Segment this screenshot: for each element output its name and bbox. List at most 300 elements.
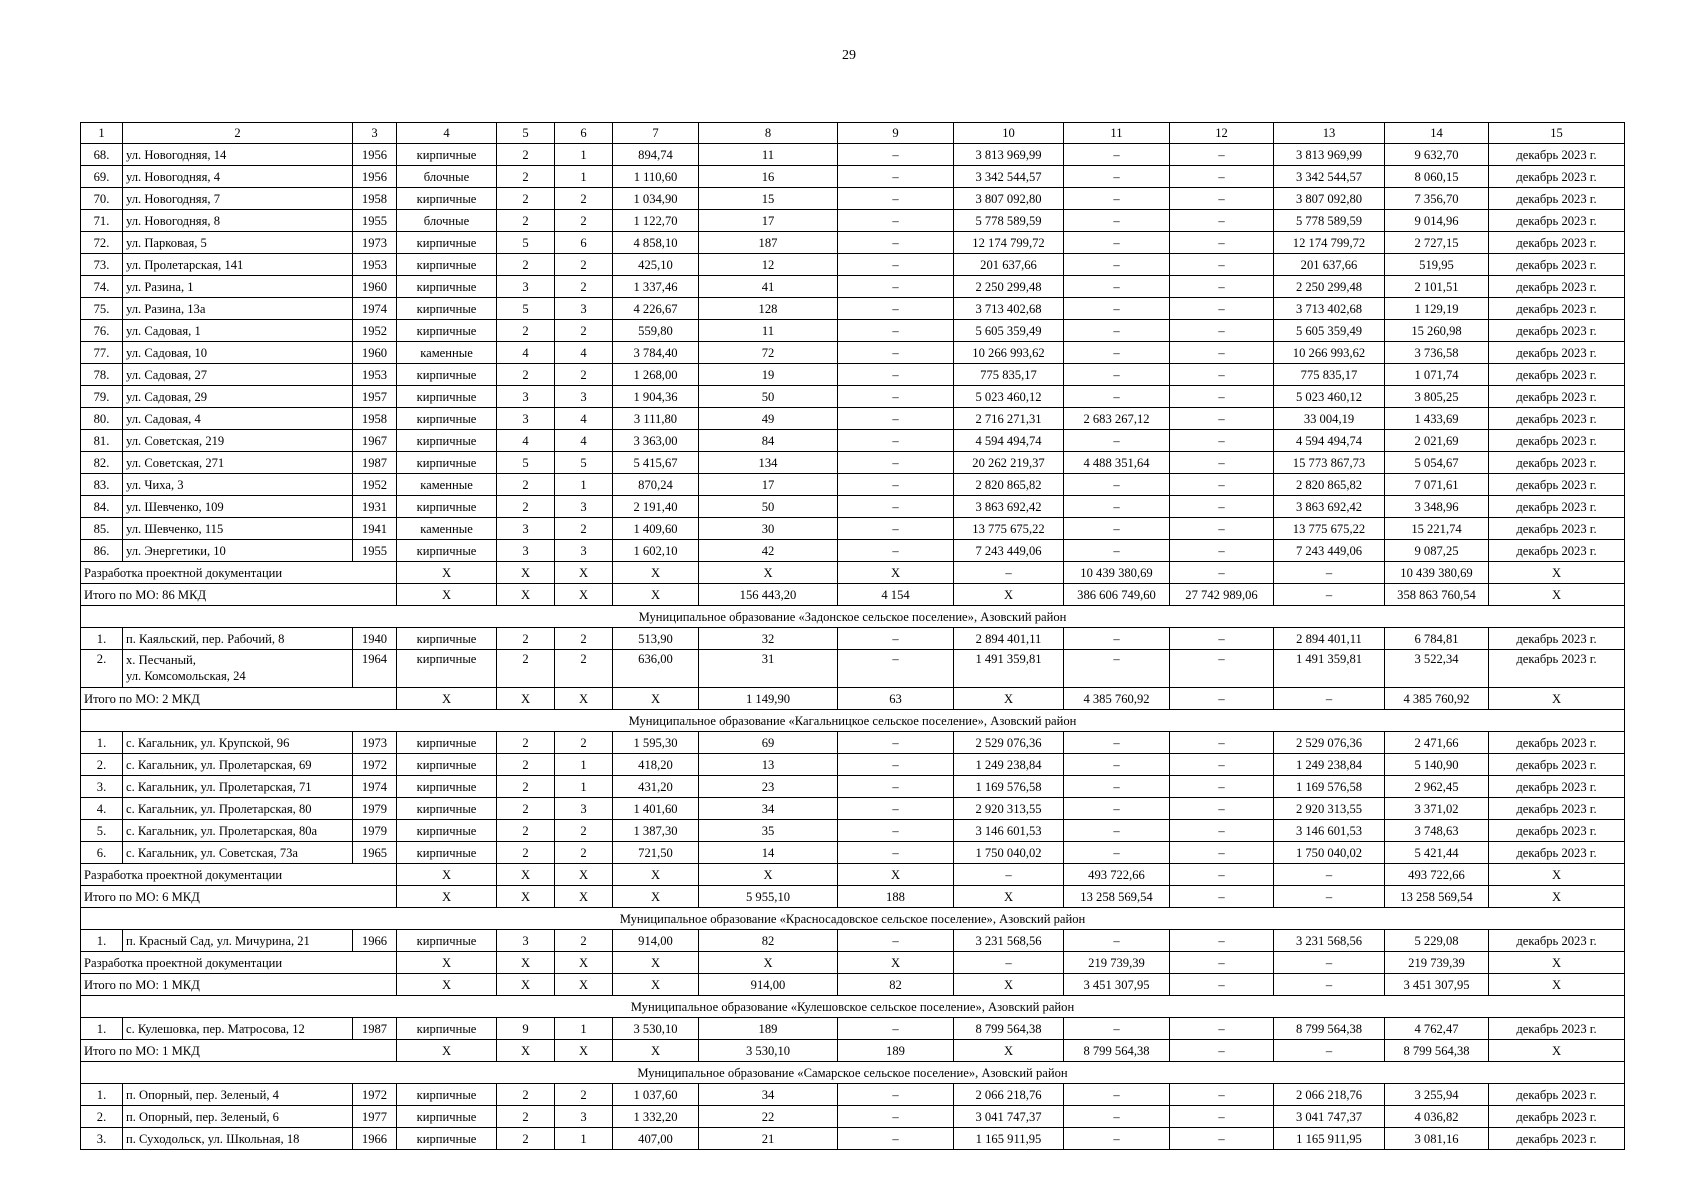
total-cell: 219 739,39 xyxy=(1385,952,1489,974)
total-cell: 63 xyxy=(838,688,954,710)
table-cell: 14 xyxy=(699,842,838,864)
table-cell: 7 243 449,06 xyxy=(954,540,1064,562)
table-cell: – xyxy=(1170,1128,1274,1150)
address-cell: ул. Садовая, 10 xyxy=(123,342,353,364)
total-cell: X xyxy=(397,562,497,584)
table-cell: 77. xyxy=(81,342,123,364)
total-cell: X xyxy=(497,688,555,710)
total-cell: 3 530,10 xyxy=(699,1040,838,1062)
address-cell: х. Песчаный, ул. Комсомольская, 24 xyxy=(123,650,353,688)
table-cell: 134 xyxy=(699,452,838,474)
column-number-cell: 7 xyxy=(613,123,699,144)
table-cell: 5 023 460,12 xyxy=(954,386,1064,408)
table-cell: 3 342 544,57 xyxy=(954,166,1064,188)
table-cell: 1. xyxy=(81,1084,123,1106)
table-cell: 2 820 865,82 xyxy=(1274,474,1385,496)
table-cell: декабрь 2023 г. xyxy=(1489,166,1625,188)
table-cell: 3 863 692,42 xyxy=(954,496,1064,518)
table-cell: – xyxy=(838,342,954,364)
total-cell: – xyxy=(954,952,1064,974)
table-cell: 1 602,10 xyxy=(613,540,699,562)
table-row xyxy=(81,496,1625,518)
table-cell: 75. xyxy=(81,298,123,320)
total-cell: 8 799 564,38 xyxy=(1385,1040,1489,1062)
table-cell: 1 110,60 xyxy=(613,166,699,188)
total-cell: X xyxy=(954,1040,1064,1062)
table-cell: 5 778 589,59 xyxy=(954,210,1064,232)
table-cell: 17 xyxy=(699,210,838,232)
table-cell: декабрь 2023 г. xyxy=(1489,496,1625,518)
table-cell: 2 xyxy=(497,210,555,232)
table-cell: 1. xyxy=(81,732,123,754)
table-cell: 1 169 576,58 xyxy=(1274,776,1385,798)
table-cell: 2 xyxy=(555,518,613,540)
total-cell: X xyxy=(838,562,954,584)
table-cell: 1 xyxy=(555,1128,613,1150)
table-cell: 2 021,69 xyxy=(1385,430,1489,452)
table-cell: – xyxy=(1170,320,1274,342)
table-cell: декабрь 2023 г. xyxy=(1489,408,1625,430)
table-cell: 519,95 xyxy=(1385,254,1489,276)
table-cell: декабрь 2023 г. xyxy=(1489,1018,1625,1040)
table-cell: – xyxy=(1064,820,1170,842)
table-cell: – xyxy=(1064,776,1170,798)
column-number-cell: 3 xyxy=(353,123,397,144)
table-cell: 3 784,40 xyxy=(613,342,699,364)
total-cell: X xyxy=(613,562,699,584)
table-cell: 3. xyxy=(81,1128,123,1150)
address-cell: ул. Шевченко, 109 xyxy=(123,496,353,518)
table-cell: 5 054,67 xyxy=(1385,452,1489,474)
total-cell: X xyxy=(397,974,497,996)
table-cell: 2 xyxy=(497,166,555,188)
table-cell: кирпичные xyxy=(397,144,497,166)
table-cell: кирпичные xyxy=(397,732,497,754)
table-cell: – xyxy=(1064,298,1170,320)
total-label: Разработка проектной документации xyxy=(81,952,397,974)
municipality-name: Муниципальное образование «Кагальницкое сельское поселение», Азовский район xyxy=(81,710,1625,732)
table-cell: – xyxy=(1064,188,1170,210)
table-cell: – xyxy=(838,276,954,298)
total-cell: X xyxy=(1489,1040,1625,1062)
table-cell: 1972 xyxy=(353,1084,397,1106)
table-cell: 1 401,60 xyxy=(613,798,699,820)
table-cell: 1952 xyxy=(353,320,397,342)
table-cell: 2 727,15 xyxy=(1385,232,1489,254)
table-cell: – xyxy=(838,474,954,496)
table-row xyxy=(81,452,1625,474)
table-cell: 32 xyxy=(699,628,838,650)
table-cell: 12 174 799,72 xyxy=(954,232,1064,254)
table-cell: – xyxy=(838,628,954,650)
table-cell: блочные xyxy=(397,166,497,188)
table-cell: декабрь 2023 г. xyxy=(1489,364,1625,386)
table-row xyxy=(81,276,1625,298)
table-cell: 775 835,17 xyxy=(954,364,1064,386)
table-cell: кирпичные xyxy=(397,1018,497,1040)
table-cell: 1966 xyxy=(353,1128,397,1150)
table-cell: – xyxy=(838,798,954,820)
table-cell: – xyxy=(1170,518,1274,540)
table-cell: – xyxy=(1170,776,1274,798)
municipality-name: Муниципальное образование «Самарское сельское поселение», Азовский район xyxy=(81,1062,1625,1084)
table-cell: 3 348,96 xyxy=(1385,496,1489,518)
table-cell: 2 xyxy=(555,320,613,342)
total-cell: – xyxy=(1274,1040,1385,1062)
table-cell: 2 xyxy=(497,842,555,864)
table-cell: 1979 xyxy=(353,798,397,820)
column-number-cell: 10 xyxy=(954,123,1064,144)
table-cell: 2 683 267,12 xyxy=(1064,408,1170,430)
table-cell: 71. xyxy=(81,210,123,232)
total-cell: – xyxy=(1274,688,1385,710)
address-cell: ул. Садовая, 27 xyxy=(123,364,353,386)
column-number-cell: 9 xyxy=(838,123,954,144)
table-cell: декабрь 2023 г. xyxy=(1489,474,1625,496)
housing-repair-table xyxy=(80,122,1625,1150)
address-cell: с. Кагальник, ул. Советская, 73а xyxy=(123,842,353,864)
address-cell: с. Кагальник, ул. Пролетарская, 69 xyxy=(123,754,353,776)
column-number-cell: 14 xyxy=(1385,123,1489,144)
total-cell: X xyxy=(555,688,613,710)
total-label: Итого по МО: 2 МКД xyxy=(81,688,397,710)
table-cell: 68. xyxy=(81,144,123,166)
table-cell: 80. xyxy=(81,408,123,430)
table-cell: 3 231 568,56 xyxy=(1274,930,1385,952)
table-cell: 1958 xyxy=(353,188,397,210)
total-cell: X xyxy=(954,584,1064,606)
table-cell: 2 xyxy=(555,820,613,842)
table-cell: 2 962,45 xyxy=(1385,776,1489,798)
total-cell: 13 258 569,54 xyxy=(1064,886,1170,908)
table-cell: – xyxy=(1064,1084,1170,1106)
table-cell: 1974 xyxy=(353,776,397,798)
table-row xyxy=(81,144,1625,166)
table-cell: декабрь 2023 г. xyxy=(1489,842,1625,864)
table-cell: 16 xyxy=(699,166,838,188)
table-cell: 1987 xyxy=(353,1018,397,1040)
municipality-section-header xyxy=(81,908,1625,930)
table-cell: кирпичные xyxy=(397,496,497,518)
total-cell: X xyxy=(613,952,699,974)
table-cell: – xyxy=(1170,820,1274,842)
table-cell: 2 066 218,76 xyxy=(1274,1084,1385,1106)
table-cell: каменные xyxy=(397,518,497,540)
total-cell: – xyxy=(1274,952,1385,974)
total-cell: X xyxy=(613,584,699,606)
table-cell: 3 xyxy=(555,496,613,518)
table-cell: 3 813 969,99 xyxy=(1274,144,1385,166)
table-row xyxy=(81,518,1625,540)
total-cell: X xyxy=(699,952,838,974)
table-cell: 23 xyxy=(699,776,838,798)
table-row xyxy=(81,386,1625,408)
table-cell: 12 174 799,72 xyxy=(1274,232,1385,254)
address-cell: с. Кагальник, ул. Пролетарская, 71 xyxy=(123,776,353,798)
table-cell: 1 xyxy=(555,144,613,166)
table-row xyxy=(81,166,1625,188)
table-cell: – xyxy=(1064,474,1170,496)
table-cell: – xyxy=(838,930,954,952)
table-cell: 72 xyxy=(699,342,838,364)
table-cell: декабрь 2023 г. xyxy=(1489,628,1625,650)
table-cell: кирпичные xyxy=(397,364,497,386)
table-cell: 5 778 589,59 xyxy=(1274,210,1385,232)
table-cell: 8 060,15 xyxy=(1385,166,1489,188)
table-cell: – xyxy=(1170,798,1274,820)
table-cell: 2 xyxy=(497,364,555,386)
table-cell: 3 530,10 xyxy=(613,1018,699,1040)
table-cell: 1 xyxy=(555,776,613,798)
table-cell: – xyxy=(1170,298,1274,320)
table-cell: 11 xyxy=(699,144,838,166)
table-cell: кирпичные xyxy=(397,776,497,798)
table-cell: 21 xyxy=(699,1128,838,1150)
table-cell: – xyxy=(838,232,954,254)
table-row xyxy=(81,930,1625,952)
table-cell: декабрь 2023 г. xyxy=(1489,188,1625,210)
table-cell: 1987 xyxy=(353,452,397,474)
total-cell: X xyxy=(954,688,1064,710)
table-cell: 5 xyxy=(497,452,555,474)
table-cell: декабрь 2023 г. xyxy=(1489,144,1625,166)
table-cell: кирпичные xyxy=(397,1084,497,1106)
table-cell: 9 xyxy=(497,1018,555,1040)
table-cell: декабрь 2023 г. xyxy=(1489,210,1625,232)
table-cell: 2 xyxy=(497,1084,555,1106)
table-cell: 2 xyxy=(497,188,555,210)
table-cell: – xyxy=(1170,842,1274,864)
table-cell: 74. xyxy=(81,276,123,298)
table-cell: 3 xyxy=(555,540,613,562)
table-cell: 870,24 xyxy=(613,474,699,496)
table-cell: – xyxy=(1064,518,1170,540)
table-cell: 187 xyxy=(699,232,838,254)
table-cell: – xyxy=(1064,798,1170,820)
total-cell: 3 451 307,95 xyxy=(1064,974,1170,996)
total-cell: X xyxy=(1489,688,1625,710)
table-cell: 1965 xyxy=(353,842,397,864)
total-cell: X xyxy=(555,1040,613,1062)
table-cell: 9 014,96 xyxy=(1385,210,1489,232)
table-cell: 34 xyxy=(699,1084,838,1106)
total-cell: X xyxy=(613,886,699,908)
table-cell: 3 041 747,37 xyxy=(1274,1106,1385,1128)
table-cell: декабрь 2023 г. xyxy=(1489,798,1625,820)
table-cell: 2 xyxy=(497,628,555,650)
table-cell: 2 250 299,48 xyxy=(954,276,1064,298)
table-row xyxy=(81,842,1625,864)
table-cell: 1 xyxy=(555,166,613,188)
table-cell: 11 xyxy=(699,320,838,342)
table-cell: 1 750 040,02 xyxy=(1274,842,1385,864)
table-cell: 70. xyxy=(81,188,123,210)
table-cell: кирпичные xyxy=(397,254,497,276)
table-cell: 5 605 359,49 xyxy=(1274,320,1385,342)
table-cell: кирпичные xyxy=(397,820,497,842)
table-cell: 3 522,34 xyxy=(1385,650,1489,688)
table-cell: 425,10 xyxy=(613,254,699,276)
table-cell: 418,20 xyxy=(613,754,699,776)
table-cell: 1 387,30 xyxy=(613,820,699,842)
table-cell: кирпичные xyxy=(397,386,497,408)
table-cell: 1 165 911,95 xyxy=(954,1128,1064,1150)
table-cell: 2 xyxy=(497,820,555,842)
total-cell: 188 xyxy=(838,886,954,908)
total-cell: X xyxy=(1489,562,1625,584)
table-cell: 2 529 076,36 xyxy=(1274,732,1385,754)
total-cell: X xyxy=(1489,974,1625,996)
column-number-cell: 12 xyxy=(1170,123,1274,144)
table-cell: декабрь 2023 г. xyxy=(1489,386,1625,408)
total-cell: X xyxy=(555,974,613,996)
table-cell: 1 129,19 xyxy=(1385,298,1489,320)
table-cell: – xyxy=(1064,496,1170,518)
table-cell: – xyxy=(1170,386,1274,408)
table-cell: – xyxy=(1064,386,1170,408)
total-cell: 13 258 569,54 xyxy=(1385,886,1489,908)
table-cell: 1974 xyxy=(353,298,397,320)
table-cell: 5 xyxy=(497,298,555,320)
table-cell: 3 xyxy=(497,408,555,430)
table-cell: 5 xyxy=(497,232,555,254)
table-cell: 2 xyxy=(497,1106,555,1128)
total-cell: 914,00 xyxy=(699,974,838,996)
table-row xyxy=(81,408,1625,430)
table-cell: 1 750 040,02 xyxy=(954,842,1064,864)
table-cell: – xyxy=(838,386,954,408)
table-cell: – xyxy=(1064,144,1170,166)
table-cell: кирпичные xyxy=(397,650,497,688)
table-cell: декабрь 2023 г. xyxy=(1489,1084,1625,1106)
total-cell: 5 955,10 xyxy=(699,886,838,908)
table-cell: 50 xyxy=(699,386,838,408)
table-cell: 3 xyxy=(497,276,555,298)
table-cell: кирпичные xyxy=(397,232,497,254)
table-cell: 81. xyxy=(81,430,123,452)
address-cell: ул. Чиха, 3 xyxy=(123,474,353,496)
table-cell: 15 221,74 xyxy=(1385,518,1489,540)
table-cell: 5. xyxy=(81,820,123,842)
table-cell: 5 605 359,49 xyxy=(954,320,1064,342)
table-cell: 2. xyxy=(81,650,123,688)
total-cell: 4 385 760,92 xyxy=(1064,688,1170,710)
table-cell: – xyxy=(838,820,954,842)
total-cell: X xyxy=(555,886,613,908)
table-cell: 4 xyxy=(497,430,555,452)
table-cell: 721,50 xyxy=(613,842,699,864)
table-cell: декабрь 2023 г. xyxy=(1489,276,1625,298)
address-cell: с. Кагальник, ул. Крупской, 96 xyxy=(123,732,353,754)
table-cell: кирпичные xyxy=(397,408,497,430)
table-row xyxy=(81,1106,1625,1128)
table-cell: 7 243 449,06 xyxy=(1274,540,1385,562)
table-cell: – xyxy=(838,1084,954,1106)
table-cell: 7 356,70 xyxy=(1385,188,1489,210)
table-cell: 4 226,67 xyxy=(613,298,699,320)
table-cell: 894,74 xyxy=(613,144,699,166)
column-number-cell: 11 xyxy=(1064,123,1170,144)
total-cell: 493 722,66 xyxy=(1064,864,1170,886)
table-cell: – xyxy=(1064,754,1170,776)
table-cell: 9 087,25 xyxy=(1385,540,1489,562)
table-cell: 13 775 675,22 xyxy=(954,518,1064,540)
total-label: Итого по МО: 86 МКД xyxy=(81,584,397,606)
total-cell: X xyxy=(555,562,613,584)
table-cell: 15 260,98 xyxy=(1385,320,1489,342)
address-cell: ул. Садовая, 1 xyxy=(123,320,353,342)
table-cell: 79. xyxy=(81,386,123,408)
table-cell: 2 xyxy=(497,732,555,754)
table-cell: 3 713 402,68 xyxy=(1274,298,1385,320)
table-cell: 22 xyxy=(699,1106,838,1128)
table-cell: – xyxy=(838,518,954,540)
table-cell: 20 262 219,37 xyxy=(954,452,1064,474)
table-cell: 82 xyxy=(699,930,838,952)
total-cell: X xyxy=(613,864,699,886)
table-cell: кирпичные xyxy=(397,320,497,342)
table-cell: кирпичные xyxy=(397,430,497,452)
table-cell: 1 433,69 xyxy=(1385,408,1489,430)
table-cell: 4 xyxy=(555,342,613,364)
column-number-cell: 13 xyxy=(1274,123,1385,144)
table-cell: – xyxy=(1170,408,1274,430)
address-cell: ул. Новогодняя, 14 xyxy=(123,144,353,166)
table-cell: 85. xyxy=(81,518,123,540)
table-cell: 2 xyxy=(555,842,613,864)
table-cell: – xyxy=(1064,1128,1170,1150)
table-cell: 1973 xyxy=(353,232,397,254)
table-row xyxy=(81,298,1625,320)
table-cell: 1966 xyxy=(353,930,397,952)
table-cell: 3 371,02 xyxy=(1385,798,1489,820)
table-cell: 4 036,82 xyxy=(1385,1106,1489,1128)
table-cell: 33 004,19 xyxy=(1274,408,1385,430)
table-cell: 1 249 238,84 xyxy=(954,754,1064,776)
table-cell: 2 250 299,48 xyxy=(1274,276,1385,298)
table-cell: – xyxy=(838,842,954,864)
table-cell: – xyxy=(838,1128,954,1150)
address-cell: ул. Пролетарская, 141 xyxy=(123,254,353,276)
column-number-cell: 8 xyxy=(699,123,838,144)
total-row xyxy=(81,1040,1625,1062)
total-cell: X xyxy=(497,584,555,606)
table-cell: 9 632,70 xyxy=(1385,144,1489,166)
total-cell: X xyxy=(397,864,497,886)
table-cell: 1 xyxy=(555,754,613,776)
table-cell: 513,90 xyxy=(613,628,699,650)
address-cell: ул. Шевченко, 115 xyxy=(123,518,353,540)
table-cell: – xyxy=(838,452,954,474)
table-cell: 1 165 911,95 xyxy=(1274,1128,1385,1150)
table-cell: – xyxy=(838,210,954,232)
total-cell: X xyxy=(497,562,555,584)
table-cell: 13 775 675,22 xyxy=(1274,518,1385,540)
column-number-cell: 2 xyxy=(123,123,353,144)
table-cell: 5 140,90 xyxy=(1385,754,1489,776)
table-row xyxy=(81,474,1625,496)
address-cell: п. Каяльский, пер. Рабочий, 8 xyxy=(123,628,353,650)
table-cell: – xyxy=(1064,732,1170,754)
table-cell: 3 805,25 xyxy=(1385,386,1489,408)
address-cell: п. Опорный, пер. Зеленый, 6 xyxy=(123,1106,353,1128)
table-cell: 5 xyxy=(555,452,613,474)
table-cell: 2 xyxy=(555,1084,613,1106)
table-cell: 2 xyxy=(555,254,613,276)
table-cell: 3 xyxy=(555,386,613,408)
address-cell: ул. Советская, 271 xyxy=(123,452,353,474)
total-cell: – xyxy=(1170,952,1274,974)
